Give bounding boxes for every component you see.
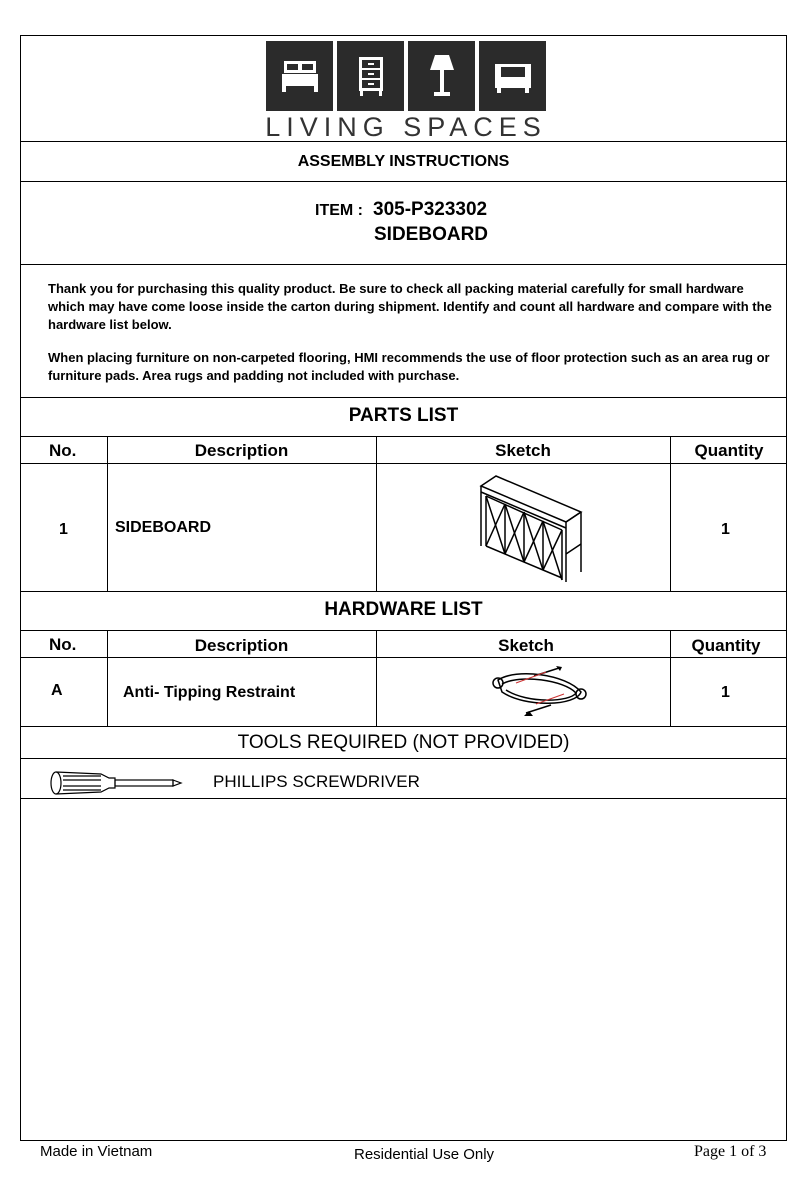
page-number: Page 1 of 3 (694, 1143, 767, 1160)
anti-tipping-restraint-sketch (486, 656, 591, 729)
hardware-header-description: Description (194, 636, 289, 655)
bed-icon (266, 41, 333, 111)
parts-row-description: SIDEBOARD (115, 519, 212, 536)
lamp-icon (408, 41, 475, 111)
parts-row-quantity: 1 (721, 521, 730, 538)
intro-paragraph-1: Thank you for purchasing this quality product. Be sure to check all packing material carefully for small hardware which may have come loose inside the carton during shipment. Identify and count all hardware and compare with the hardware list below. (48, 281, 772, 332)
parts-header-sketch: Sketch (495, 441, 551, 460)
footer-origin: Made in Vietnam (40, 1143, 153, 1160)
nightstand-icon (337, 41, 404, 111)
tool-name: PHILLIPS SCREWDRIVER (213, 772, 420, 791)
parts-header-no: No. (49, 441, 77, 460)
hardware-header-sketch: Sketch (498, 636, 554, 655)
hardware-row-quantity: 1 (721, 684, 730, 701)
page-frame (20, 35, 787, 1141)
sideboard-sketch (476, 474, 586, 589)
item-label: ITEM : (315, 202, 363, 219)
brand-name: LIVING SPACES (265, 112, 547, 142)
logo (266, 41, 546, 111)
footer-usage: Residential Use Only (354, 1146, 495, 1163)
screwdriver-icon (49, 770, 184, 801)
parts-header-description: Description (194, 441, 289, 460)
page-title: ASSEMBLY INSTRUCTIONS (297, 153, 510, 170)
hardware-header-quantity: Quantity (691, 636, 761, 655)
hardware-header-no: No. (49, 635, 77, 654)
item-name: SIDEBOARD (374, 224, 489, 245)
hardware-list-title: HARDWARE LIST (324, 599, 483, 620)
parts-header-quantity: Quantity (694, 441, 764, 460)
tools-title: TOOLS REQUIRED (NOT PROVIDED) (237, 732, 570, 753)
item-number: 305-P323302 (373, 199, 488, 220)
armchair-icon (479, 41, 546, 111)
hardware-row-no: A (51, 682, 63, 699)
parts-list-title: PARTS LIST (348, 405, 459, 426)
intro-paragraph-2: When placing furniture on non-carpeted flooring, HMI recommends the use of floor protection such as an area rug or furniture pads. Area rugs and padding not included with purchase. (48, 350, 770, 383)
parts-row-no: 1 (59, 521, 68, 538)
hardware-row-description: Anti- Tipping Restraint (123, 684, 296, 701)
